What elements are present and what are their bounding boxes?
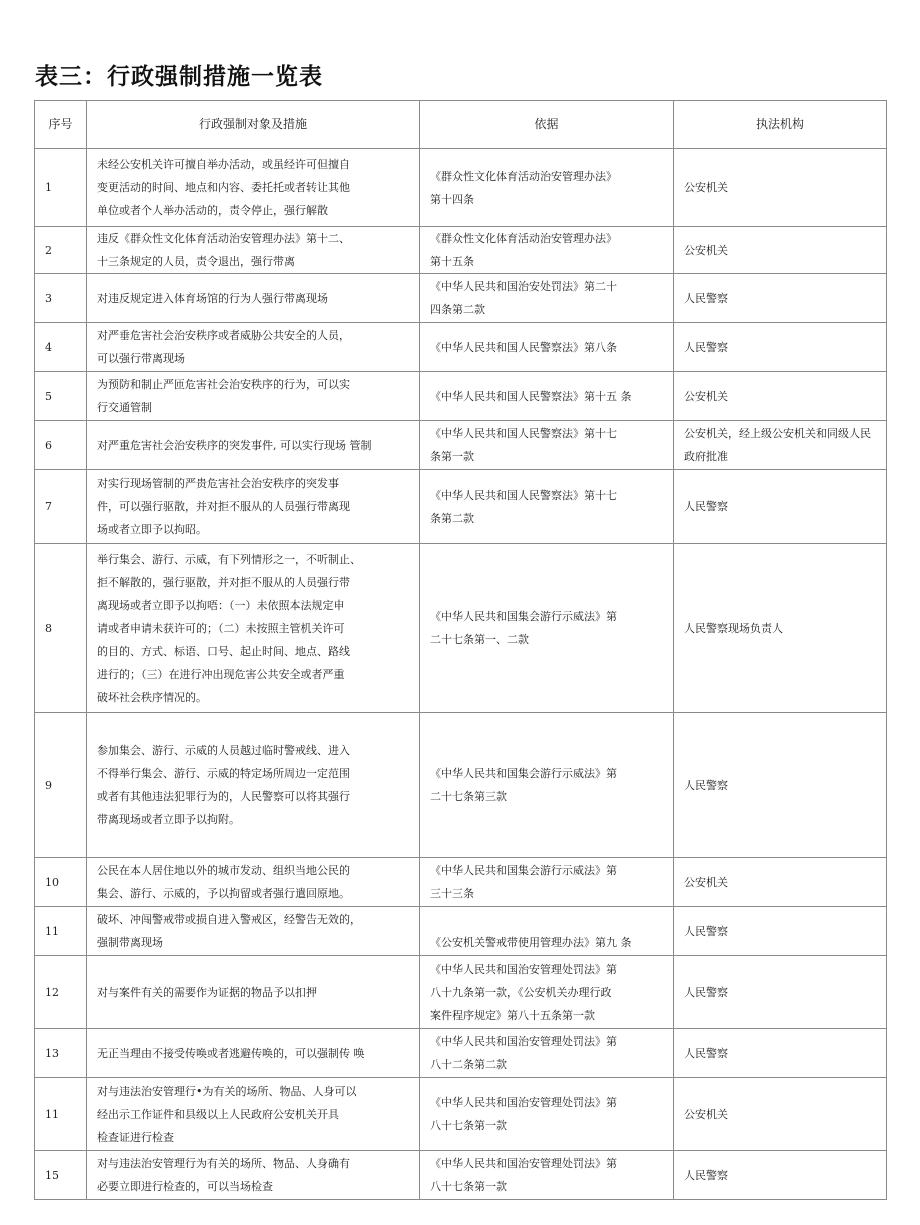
basis-cell bbox=[420, 544, 674, 713]
measure-cell-line: 件，可以强行驱散，并对拒不服从的人员强行带离现 bbox=[97, 500, 350, 513]
measure-cell bbox=[87, 858, 420, 907]
table-row bbox=[35, 421, 887, 470]
measure-cell-line: 公民在本人居住地以外的城市发动、组织当地公民的 bbox=[97, 864, 350, 877]
basis-cell-line: 四条第二款 bbox=[430, 303, 485, 316]
basis-cell bbox=[420, 372, 674, 421]
basis-cell-line bbox=[430, 908, 665, 931]
agency-cell-line: 人民警察 bbox=[684, 1046, 728, 1060]
agency-cell bbox=[674, 1078, 887, 1151]
measure-cell-line: 无正当理由不接受传唤或者逃避传唤的，可以强制传 唤 bbox=[97, 1046, 365, 1060]
measure-cell-line: 进行的；（三）在进行冲出现危害公共安全或者严重 bbox=[97, 667, 345, 681]
row-number: 1 bbox=[35, 149, 87, 227]
row-number: 15 bbox=[35, 1151, 87, 1200]
agency-cell-line: 公安机关 bbox=[684, 243, 728, 257]
measure-cell-line: 请或者申请未获许可的；（二）未按照主管机关许可 bbox=[97, 621, 345, 635]
measure-cell-line: 离现场或者立即予以拘唔：（一）未依照本法规定申 bbox=[97, 598, 345, 612]
basis-cell bbox=[420, 1078, 674, 1151]
agency-cell bbox=[674, 149, 887, 227]
measure-cell-line: 或者有其他违法犯罪行为的，人民警察可以将其强行 bbox=[97, 790, 350, 803]
basis-cell-line: 《中华人民共和国治安管理处罚法》第 bbox=[430, 1035, 617, 1048]
measure-cell bbox=[87, 372, 420, 421]
measure-cell-line: 未经公安机关许可擅自举办活动，或虽经许可但擅自 bbox=[97, 158, 350, 171]
measure-cell bbox=[87, 907, 420, 956]
basis-cell-line: 条第二款 bbox=[430, 511, 474, 525]
measure-cell-line: 行交通管制 bbox=[97, 401, 152, 414]
basis-cell-line: 《中华人民共和国人民警察法》第十七 bbox=[430, 488, 617, 502]
page-title: 表三：行政强制措施一览表 bbox=[35, 64, 323, 90]
measure-cell-line: 对与违法治安管理行为有关的场所、物品、人身确有 bbox=[97, 1157, 350, 1170]
measure-cell bbox=[87, 421, 420, 470]
basis-cell-line: 第十四条 bbox=[430, 192, 474, 206]
agency-cell-line: 人民警察 bbox=[684, 1168, 728, 1182]
table-row bbox=[35, 858, 887, 907]
measure-cell-line: 对违反规定进入体育场馆的行为人强行带离现场 bbox=[97, 291, 328, 305]
agency-cell bbox=[674, 713, 887, 858]
agency-cell bbox=[674, 372, 887, 421]
basis-cell-line: 八十七条第一款 bbox=[430, 1119, 507, 1132]
row-number: 7 bbox=[35, 470, 87, 544]
basis-cell bbox=[420, 907, 674, 956]
basis-cell-line: 《群众性文化体育活动治安管理办法》 bbox=[430, 169, 617, 183]
row-number: 5 bbox=[35, 372, 87, 421]
measure-cell-line: 破坏社会秩序情况的。 bbox=[97, 690, 207, 704]
measure-cell-line: 违反《群众性文化体育活动治安管理办法》第十二、 bbox=[97, 232, 350, 245]
measure-cell-line: 十三条规定的人员，责令退出，强行带离 bbox=[97, 255, 295, 268]
basis-cell bbox=[420, 1029, 674, 1078]
table-row bbox=[35, 470, 887, 544]
measure-cell-line: 经出示工作证件和县级以上人民政府公安机关开具 bbox=[97, 1107, 339, 1121]
table-row bbox=[35, 227, 887, 274]
basis-cell-line: 《中华人民共和国治安管理处罚法》第 bbox=[430, 1157, 617, 1170]
table-row bbox=[35, 372, 887, 421]
measure-cell-line: 参加集会、游行、示威的人员越过临时警戒线、进入 bbox=[97, 744, 350, 757]
basis-cell-line: 《群众性文化体育活动治安管理办法》 bbox=[430, 232, 617, 245]
agency-cell-line: 公安机关，经上级公安机关和同 bbox=[684, 427, 838, 440]
table-row bbox=[35, 1029, 887, 1078]
measure-cell bbox=[87, 1151, 420, 1200]
measure-cell-line: 对与违法治安管理行•为有关的场所、物品、人身可以 bbox=[97, 1084, 357, 1098]
measure-cell-line: 的目的、方式、标语、口号、起止时间、地点、路线 bbox=[97, 644, 350, 658]
agency-cell bbox=[674, 470, 887, 544]
measure-cell-line: 可以强行带离现场 bbox=[97, 352, 185, 365]
basis-cell-line: 《中华人民共和国人民警察法》第十七 bbox=[430, 427, 617, 440]
measure-cell bbox=[87, 227, 420, 274]
basis-cell-line: 《中华人民共和国治安管理处罚法》第 bbox=[430, 962, 617, 976]
measure-cell-line: 破坏、冲闯警戒带或损自进入警戒区，经警告无效的， bbox=[97, 913, 361, 926]
agency-cell-line: 人民警察 bbox=[684, 778, 728, 792]
measure-cell-line: 强制带离现场 bbox=[97, 936, 163, 949]
measures-table bbox=[34, 100, 887, 1200]
agency-cell bbox=[674, 421, 887, 470]
basis-cell-line: 《中华人民共和国集会游行示威法》第 bbox=[430, 767, 617, 780]
row-number: 13 bbox=[35, 1029, 87, 1078]
agency-cell bbox=[674, 323, 887, 372]
agency-cell bbox=[674, 956, 887, 1029]
agency-cell-line: 人民警察现场负责人 bbox=[684, 621, 783, 635]
basis-cell-line: 八十九条第一款，《公安机关办理行政 bbox=[430, 985, 612, 999]
table-header-row bbox=[35, 101, 887, 149]
measure-cell-line: 拒不解散的，强行驱散，并对拒不服从的人员强行带 bbox=[97, 575, 350, 589]
basis-cell-line: 八十七条第一款 bbox=[430, 1180, 507, 1193]
agency-cell-line: 人民警察 bbox=[684, 985, 728, 999]
agency-cell-line: 人民警察 bbox=[684, 340, 728, 354]
header-agency: 执法机构 bbox=[674, 101, 887, 149]
measure-cell-line: 对严重危害社会治安秩序的突发事件, 可以实行现场 管制 bbox=[97, 438, 372, 452]
basis-cell-line: 《中华人民共和国人民警察法》第十五 条 bbox=[430, 389, 632, 403]
measure-cell-line: 不得举行集会、游行、示威的特定场所周边一定范围 bbox=[97, 767, 350, 780]
basis-cell-line: 《中华人民共和国人民警察法》第八条 bbox=[430, 340, 617, 354]
table-row bbox=[35, 956, 887, 1029]
basis-cell bbox=[420, 713, 674, 858]
measure-cell-line: 为预防和制止严匝危害社会治安秩序的行为，可以实 bbox=[97, 378, 350, 391]
basis-cell-line: 条第一款 bbox=[430, 450, 474, 463]
measure-cell-line: 对实行现场管制的严贵危害社会治安秩序的突发事 bbox=[97, 477, 339, 490]
header-basis: 依据 bbox=[420, 101, 674, 149]
agency-cell bbox=[674, 227, 887, 274]
agency-cell bbox=[674, 858, 887, 907]
basis-cell bbox=[420, 149, 674, 227]
basis-cell bbox=[420, 470, 674, 544]
agency-cell bbox=[674, 274, 887, 323]
measure-cell-line: 检查证进行检查 bbox=[97, 1130, 174, 1144]
basis-cell bbox=[420, 1151, 674, 1200]
measure-cell-line: 变更活动的时间、地点和内容、委托托或者转让其他 bbox=[97, 181, 350, 194]
measure-cell bbox=[87, 323, 420, 372]
measure-cell bbox=[87, 956, 420, 1029]
row-number: 3 bbox=[35, 274, 87, 323]
table-body bbox=[35, 149, 887, 1200]
row-number: 8 bbox=[35, 544, 87, 713]
row-number: 11 bbox=[35, 1078, 87, 1151]
table-row bbox=[35, 907, 887, 956]
measure-cell bbox=[87, 713, 420, 858]
measure-cell-line: 集会、游行、示威的，予以拘留或者强行遣回原地。 bbox=[97, 887, 350, 900]
table-row bbox=[35, 1151, 887, 1200]
agency-cell-line: 人民警察 bbox=[684, 924, 728, 938]
agency-cell-line: 公安机关 bbox=[684, 875, 728, 889]
measure-cell-line: 带离现场或者立即予以拘附。 bbox=[97, 813, 240, 826]
measure-cell-line: 必要立即进行检查的，可以当场检查 bbox=[97, 1180, 273, 1193]
row-number: 12 bbox=[35, 956, 87, 1029]
measure-cell-line: 对严垂危害社会治安秩序或者威胁公共安全的人员， bbox=[97, 329, 350, 342]
agency-cell bbox=[674, 1029, 887, 1078]
basis-cell bbox=[420, 956, 674, 1029]
basis-cell-line: 八十二条第二款 bbox=[430, 1058, 507, 1071]
table-row bbox=[35, 713, 887, 858]
row-number: 2 bbox=[35, 227, 87, 274]
measure-cell bbox=[87, 1078, 420, 1151]
basis-cell bbox=[420, 227, 674, 274]
agency-cell bbox=[674, 544, 887, 713]
measure-cell-line: 场或者立即予以拘昭。 bbox=[97, 523, 207, 536]
basis-cell bbox=[420, 323, 674, 372]
row-number: 6 bbox=[35, 421, 87, 470]
row-number: 10 bbox=[35, 858, 87, 907]
agency-cell bbox=[674, 1151, 887, 1200]
row-number: 4 bbox=[35, 323, 87, 372]
basis-cell bbox=[420, 274, 674, 323]
measure-cell-line: 举行集会、游行、示威，有下列情形之一，不听制止、 bbox=[97, 552, 361, 566]
basis-cell-line: 《中华人民共和国治安处罚法》第二十 bbox=[430, 280, 617, 293]
header-no: 序号 bbox=[35, 101, 87, 149]
measure-cell bbox=[87, 149, 420, 227]
header-measure: 行政强制对象及措施 bbox=[87, 101, 420, 149]
basis-cell bbox=[420, 858, 674, 907]
measure-cell-line: 对与案件有关的需要作为证据的物品予以扣押 bbox=[97, 985, 317, 999]
table-row bbox=[35, 544, 887, 713]
measure-cell bbox=[87, 544, 420, 713]
table-row bbox=[35, 149, 887, 227]
basis-cell-line: 二十七条第三款 bbox=[430, 790, 507, 803]
row-number: 11 bbox=[35, 907, 87, 956]
basis-cell-line: 第十五条 bbox=[430, 255, 474, 268]
measure-cell-line: 单位或者个人举办活动的，责令停止，强行解散 bbox=[97, 204, 328, 217]
agency-cell-line: 人民警察 bbox=[684, 500, 728, 513]
agency-cell-line: 人民警察 bbox=[684, 291, 728, 305]
basis-cell-line: 《中华人民共和国治安管理处罚法》第 bbox=[430, 1096, 617, 1109]
agency-cell bbox=[674, 907, 887, 956]
basis-cell bbox=[420, 421, 674, 470]
measure-cell bbox=[87, 470, 420, 544]
agency-cell-line: 公安机关 bbox=[684, 1107, 728, 1121]
measure-cell bbox=[87, 1029, 420, 1078]
agency-cell-line: 公安机关 bbox=[684, 181, 728, 194]
basis-cell-line: 《中华人民共和国集会游行示威法》第 bbox=[430, 610, 617, 623]
table-row bbox=[35, 274, 887, 323]
measure-cell bbox=[87, 274, 420, 323]
table-row bbox=[35, 1078, 887, 1151]
row-number: 9 bbox=[35, 713, 87, 858]
agency-cell-line: 公安机关 bbox=[684, 389, 728, 403]
basis-cell-line: 案件程序规定》第八十五条第一款 bbox=[430, 1008, 595, 1022]
basis-cell-line: 《中华人民共和国集会游行示威法》第 bbox=[430, 864, 617, 877]
table-row bbox=[35, 323, 887, 372]
basis-cell-line: 《公安机关警戒带使用管理办法》第九 条 bbox=[430, 936, 632, 949]
basis-cell-line: 二十七条第一、二款 bbox=[430, 633, 529, 646]
basis-cell-line: 三十三条 bbox=[430, 887, 474, 900]
agency-cell-line: 级人民政府批准 bbox=[684, 427, 871, 463]
